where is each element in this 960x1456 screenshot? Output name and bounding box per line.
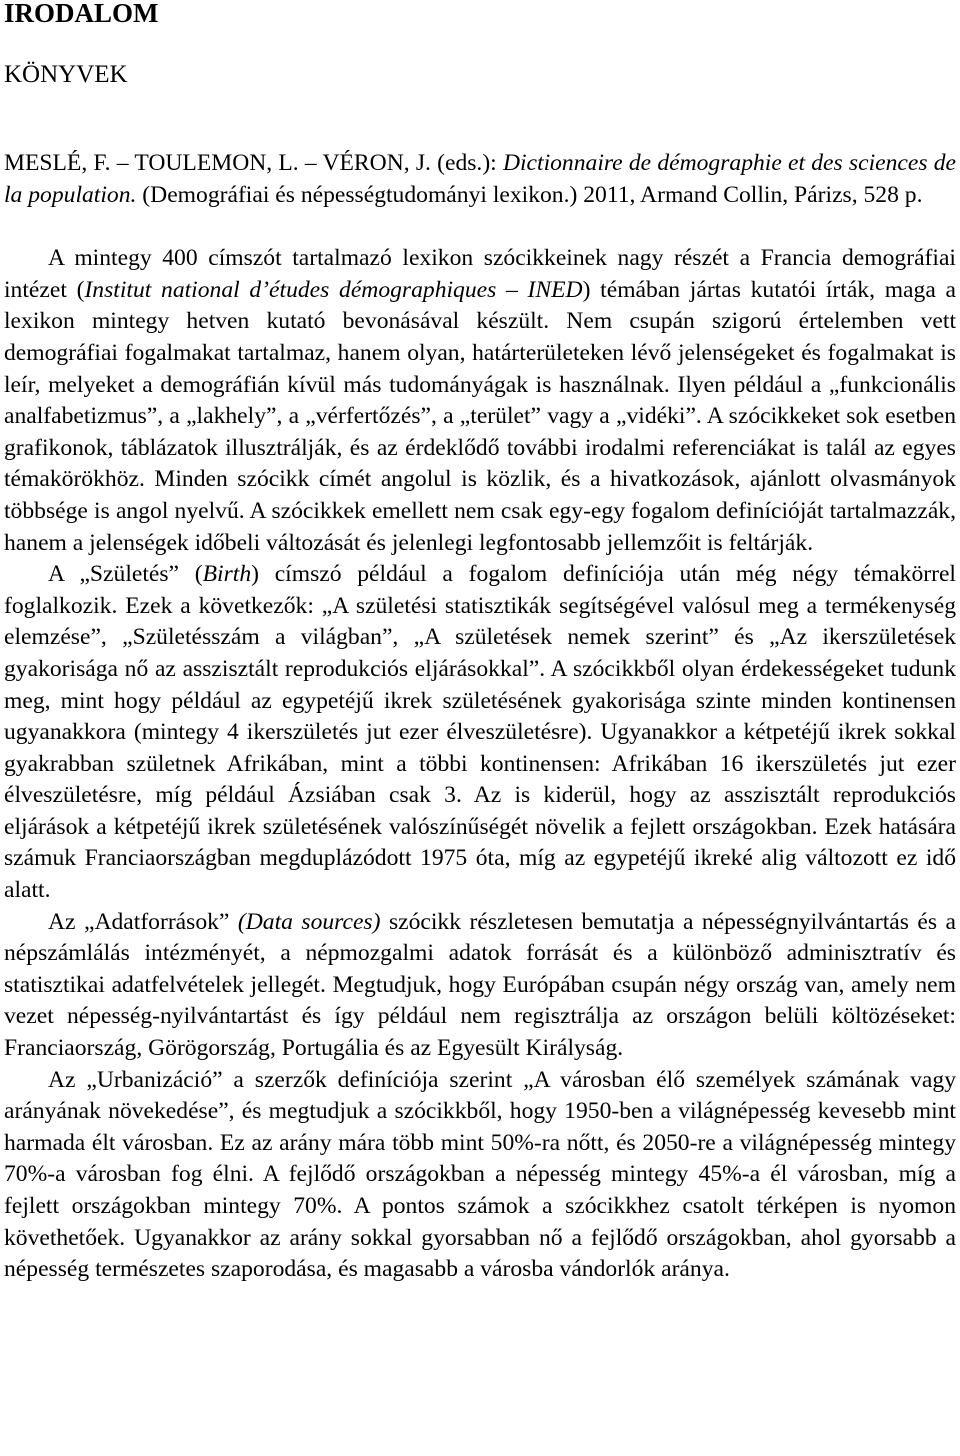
paragraph-3-italic: (Data sources) bbox=[237, 908, 381, 935]
book-citation bbox=[4, 148, 956, 211]
paragraph-2-italic: Birth bbox=[202, 561, 252, 588]
review-paragraph-4: Az „Urbanizáció” a szerzők definíciója szerint „A városban élő személyek számának vagy arányának növekedése”, és megtudjuk a szócikkből, hogy 1950-ben a világnépesség kevesebb mint harmada élt városban. Ez az arány mára több mint 50%-ra nőtt, és 2050-re a világnépesség mintegy 70%-a városban fog élni. A fejlődő országokban a népesség mintegy 45%-a él városban, míg a fejlett országokban mintegy 70%. A pontos számok a szócikkhez csatolt térképen is nyomon követhetőek. Ugyanakkor az arány sokkal gyorsabban nő a fejlődő országokban, ahol gyorsabb a népesség természetes szaporodása, és magasabb a városba vándorlók aránya. bbox=[4, 1066, 956, 1283]
paragraph-1-italic: Institut national d’études démographiques – INED bbox=[84, 276, 583, 303]
review-paragraph-2 bbox=[4, 559, 956, 907]
paragraph-1-text-b: ) témában jártas kutatói írták, maga a lexikon mintegy hetven kutató bevonásával készült. Nem csupán szigorú értelemben vett demográfiai fogalmakat tartalmaz, hanem olyan, határterületeken lévő jelenségeket és fogalmakat is leír, melyeket a demográfián kívül más tudományágak is használnak. Ilyen például a „funkcionális analfabetizmus”, a „lakhely”, a „vérfertőzés”, a „terület” vagy a „vidéki”. A szócikkeket sok esetben grafikonok, táblázatok illusztrálják, és az érdeklődő további irodalmi referenciákat is talál az egyes témakörökhöz. Minden szócikk címét angolul is közlik, és a hivatkozások, ajánlott olvasmányok többsége is angol nyelvű. A szócikkek emellett nem csak egy-egy fogalom definícióját tartalmazzák, hanem a jelenségek időbeli változását és jelenlegi legfontosabb jellemzőit is feltárják. bbox=[4, 276, 956, 556]
citation-authors: MESLÉ, F. – TOULEMON, L. – VÉRON, J. (eds.): bbox=[4, 150, 503, 176]
paragraph-2-text-a: A „Születés” ( bbox=[48, 561, 203, 588]
paragraph-3-text-b: szócikk részletesen bemutatja a népességnyilvántartás és a népszámlálás intézményét, a népmozgalmi adatok forrását és a különböző adminisztratív és statisztikai adatfelvételek jellegét. Megtudjuk, hogy Európában csupán négy ország van, amely nem vezet népesség-nyilvántartást és így például nem regisztrálja az országon belüli költözéseket: Franciaország, Görögország, Portugália és az Egyesült Királyság. bbox=[4, 908, 957, 1062]
citation-title: Dictionnaire de démographie et des sciences de la population. bbox=[4, 150, 956, 208]
paragraph-1-text-a: A mintegy 400 címszót tartalmazó lexikon szócikkeinek nagy részét a Francia demográfiai intézet ( bbox=[4, 245, 956, 303]
paragraph-3-text-a: Az „Adatforrások” bbox=[48, 908, 238, 935]
section-title: IRODALOM bbox=[4, 0, 159, 28]
subsection-title: KÖNYVEK bbox=[4, 61, 128, 88]
review-paragraph-1 bbox=[4, 243, 956, 559]
citation-publication-info: (Demográfiai és népességtudományi lexikon.) 2011, Armand Collin, Párizs, 528 p. bbox=[136, 181, 923, 208]
review-paragraph-3 bbox=[4, 907, 956, 1065]
paragraph-2-text-b: ) címszó például a fogalom definíciója után még négy témakörrel foglalkozik. Ezek a következők: „A születési statisztikák segítségével valósul meg a termékenység elemzése”, „Születésszám a világban”, „A születések nemek szerint” és „Az ikerszületések gyakorisága nő az asszisztált reprodukciós eljárásokkal”. A szócikkből olyan érdekességeket tudunk meg, mint hogy például az egypetéjű ikrek születésének gyakorisága szinte minden kontinensen ugyanakkora (mintegy 4 ikerszületés jut ezer élveszületésre). Ugyanakkor a kétpetéjű ikrek sokkal gyakrabban születnek Afrikában, mint a többi kontinensen: Afrikában 16 ikerszületés jut ezer élveszületésre, míg például Ázsiában csak 3. Az is kiderül, hogy az asszisztált reprodukciós eljárások a kétpetéjű ikrek születésének valószínűségét növelik a fejlett országokban. Ezek hatására számuk Franciaországban megduplázódott 1975 óta, míg az egypetéjű ikreké alig változott ez idő alatt. bbox=[4, 561, 956, 904]
document-body bbox=[4, 148, 956, 1286]
